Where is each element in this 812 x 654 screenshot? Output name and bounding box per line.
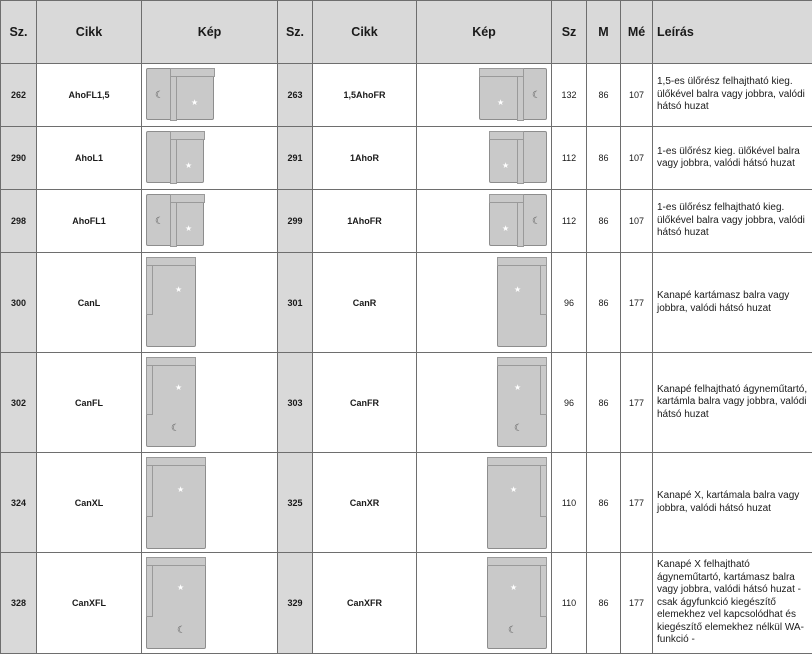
description-text: 1-es ülőrész kieg. ülőkével balra vagy jobbra, valódi hátsó huzat	[653, 127, 812, 190]
sofa-module-drawing	[146, 557, 206, 649]
item-code-right: 1AhoFR	[313, 190, 417, 253]
sofa-module-drawing	[487, 457, 547, 549]
description-text: 1-es ülőrész felhajtható kieg. ülőkével balra vagy jobbra, valódi hátsó huzat	[653, 190, 812, 253]
sofa-backrest	[146, 357, 196, 366]
product-image-right	[417, 253, 552, 353]
width-value: 112	[552, 127, 587, 190]
item-code-left: CanXL	[37, 453, 142, 553]
item-number-right: 329	[278, 553, 313, 654]
sofa-module-drawing	[479, 68, 547, 120]
item-code-left: CanFL	[37, 353, 142, 453]
description-text: Kanapé felhajtható ágyneműtartó, kartámla balra vagy jobbra, valódi hátsó huzat	[653, 353, 812, 453]
item-number-left: 262	[1, 64, 37, 127]
function-moon-icon: ☾	[177, 625, 186, 636]
sofa-module-drawing	[489, 131, 547, 183]
sofa-armrest	[517, 76, 524, 121]
seat-star-icon: ★	[502, 161, 510, 170]
width-value: 110	[552, 553, 587, 654]
sofa-module-drawing	[497, 357, 547, 447]
width-value: 96	[552, 253, 587, 353]
seat-star-icon: ★	[185, 224, 193, 233]
seat-star-icon: ★	[514, 285, 522, 294]
sofa-module-drawing	[146, 357, 196, 447]
table-row	[1, 64, 812, 127]
height-value: 86	[587, 453, 621, 553]
height-value: 86	[587, 127, 621, 190]
header-height: M	[587, 1, 621, 64]
item-code-right: CanR	[313, 253, 417, 353]
item-code-right: CanXFR	[313, 553, 417, 654]
sofa-armrest	[146, 565, 153, 617]
product-image-right	[417, 453, 552, 553]
sofa-module-drawing	[487, 557, 547, 649]
sofa-backrest	[487, 557, 547, 566]
item-number-left: 298	[1, 190, 37, 253]
sofa-module-drawing	[146, 68, 214, 120]
depth-value: 107	[621, 127, 653, 190]
table-row	[1, 190, 812, 253]
product-image-left	[142, 127, 278, 190]
item-number-left: 302	[1, 353, 37, 453]
sofa-armrest	[170, 139, 177, 184]
seat-star-icon: ★	[185, 161, 193, 170]
header-sz: Sz.	[1, 1, 37, 64]
header-kep: Kép	[142, 1, 278, 64]
sofa-backrest	[146, 257, 196, 266]
product-image-right	[417, 353, 552, 453]
description-text: 1,5-es ülőrész felhajtható kieg. ülőkével balra vagy jobbra, valódi hátsó huzat	[653, 64, 812, 127]
item-code-right: CanXR	[313, 453, 417, 553]
seat-star-icon: ★	[175, 285, 183, 294]
sofa-armrest	[170, 76, 177, 121]
header-description: Leírás	[653, 1, 812, 64]
sofa-module-drawing	[146, 257, 196, 347]
width-value: 96	[552, 353, 587, 453]
item-code-right: 1AhoR	[313, 127, 417, 190]
item-code-left: CanL	[37, 253, 142, 353]
seat-star-icon: ★	[510, 485, 518, 494]
header-cikk-right: Cikk	[313, 1, 417, 64]
product-image-right	[417, 64, 552, 127]
depth-value: 107	[621, 64, 653, 127]
description-text: Kanapé kartámasz balra vagy jobbra, valódi hátsó huzat	[653, 253, 812, 353]
header-sz-right: Sz.	[278, 1, 313, 64]
height-value: 86	[587, 553, 621, 654]
sofa-module-drawing	[146, 131, 204, 183]
height-value: 86	[587, 353, 621, 453]
item-number-right: 325	[278, 453, 313, 553]
height-value: 86	[587, 253, 621, 353]
table-row	[1, 353, 812, 453]
item-number-left: 300	[1, 253, 37, 353]
header-cikk: Cikk	[37, 1, 142, 64]
sofa-module-drawing	[489, 194, 547, 246]
function-moon-icon: ☾	[532, 216, 541, 227]
sofa-armrest	[517, 202, 524, 247]
seat-star-icon: ★	[510, 583, 518, 592]
sofa-armrest	[146, 365, 153, 415]
product-image-left	[142, 190, 278, 253]
function-moon-icon: ☾	[508, 625, 517, 636]
header-kep-right: Kép	[417, 1, 552, 64]
product-image-left	[142, 453, 278, 553]
sofa-armrest	[540, 565, 547, 617]
depth-value: 177	[621, 553, 653, 654]
item-number-right: 291	[278, 127, 313, 190]
seat-star-icon: ★	[175, 383, 183, 392]
product-image-left	[142, 553, 278, 654]
seat-star-icon: ★	[497, 98, 505, 107]
description-text: Kanapé X felhajtható ágyneműtartó, kartámasz balra vagy jobbra, valódi hátsó huzat - csak ágyfunkció kiegészítő elemekhez vel kapcsolódhat és kiegészítő elemekhez nélkül WA-funkció -	[653, 553, 812, 654]
seat-star-icon: ★	[502, 224, 510, 233]
sofa-backrest	[487, 457, 547, 466]
height-value: 86	[587, 64, 621, 127]
header-row	[1, 1, 812, 64]
table-row	[1, 127, 812, 190]
function-moon-icon: ☾	[532, 90, 541, 101]
function-moon-icon: ☾	[155, 90, 164, 101]
depth-value: 177	[621, 353, 653, 453]
sofa-armrest	[540, 265, 547, 315]
product-image-right	[417, 127, 552, 190]
description-text: Kanapé X, kartámala balra vagy jobbra, valódi hátsó huzat	[653, 453, 812, 553]
product-image-right	[417, 553, 552, 654]
sofa-backrest	[146, 457, 206, 466]
item-number-right: 263	[278, 64, 313, 127]
header-width: Sz	[552, 1, 587, 64]
width-value: 112	[552, 190, 587, 253]
seat-star-icon: ★	[177, 485, 185, 494]
item-code-left: AhoFL1,5	[37, 64, 142, 127]
function-moon-icon: ☾	[514, 423, 523, 434]
item-code-left: AhoL1	[37, 127, 142, 190]
product-image-left	[142, 353, 278, 453]
sofa-armrest	[146, 465, 153, 517]
product-image-right	[417, 190, 552, 253]
sofa-armrest	[540, 465, 547, 517]
item-number-right: 301	[278, 253, 313, 353]
width-value: 132	[552, 64, 587, 127]
item-number-right: 299	[278, 190, 313, 253]
item-code-right: 1,5AhoFR	[313, 64, 417, 127]
table-row	[1, 253, 812, 353]
sofa-armrest	[170, 202, 177, 247]
depth-value: 107	[621, 190, 653, 253]
table-row	[1, 553, 812, 654]
width-value: 110	[552, 453, 587, 553]
seat-star-icon: ★	[191, 98, 199, 107]
product-image-left	[142, 64, 278, 127]
item-code-right: CanFR	[313, 353, 417, 453]
item-number-left: 290	[1, 127, 37, 190]
item-number-right: 303	[278, 353, 313, 453]
sofa-armrest	[540, 365, 547, 415]
height-value: 86	[587, 190, 621, 253]
item-number-left: 328	[1, 553, 37, 654]
function-moon-icon: ☾	[171, 423, 180, 434]
sofa-backrest	[146, 557, 206, 566]
seat-star-icon: ★	[514, 383, 522, 392]
sofa-module-drawing	[146, 194, 204, 246]
item-number-left: 324	[1, 453, 37, 553]
table-row	[1, 453, 812, 553]
function-moon-icon: ☾	[155, 216, 164, 227]
sofa-armrest	[146, 265, 153, 315]
sofa-armrest	[517, 139, 524, 184]
item-code-left: AhoFL1	[37, 190, 142, 253]
item-code-left: CanXFL	[37, 553, 142, 654]
product-image-left	[142, 253, 278, 353]
sofa-module-drawing	[146, 457, 206, 549]
depth-value: 177	[621, 253, 653, 353]
depth-value: 177	[621, 453, 653, 553]
seat-star-icon: ★	[177, 583, 185, 592]
sofa-module-drawing	[497, 257, 547, 347]
header-depth: Mé	[621, 1, 653, 64]
